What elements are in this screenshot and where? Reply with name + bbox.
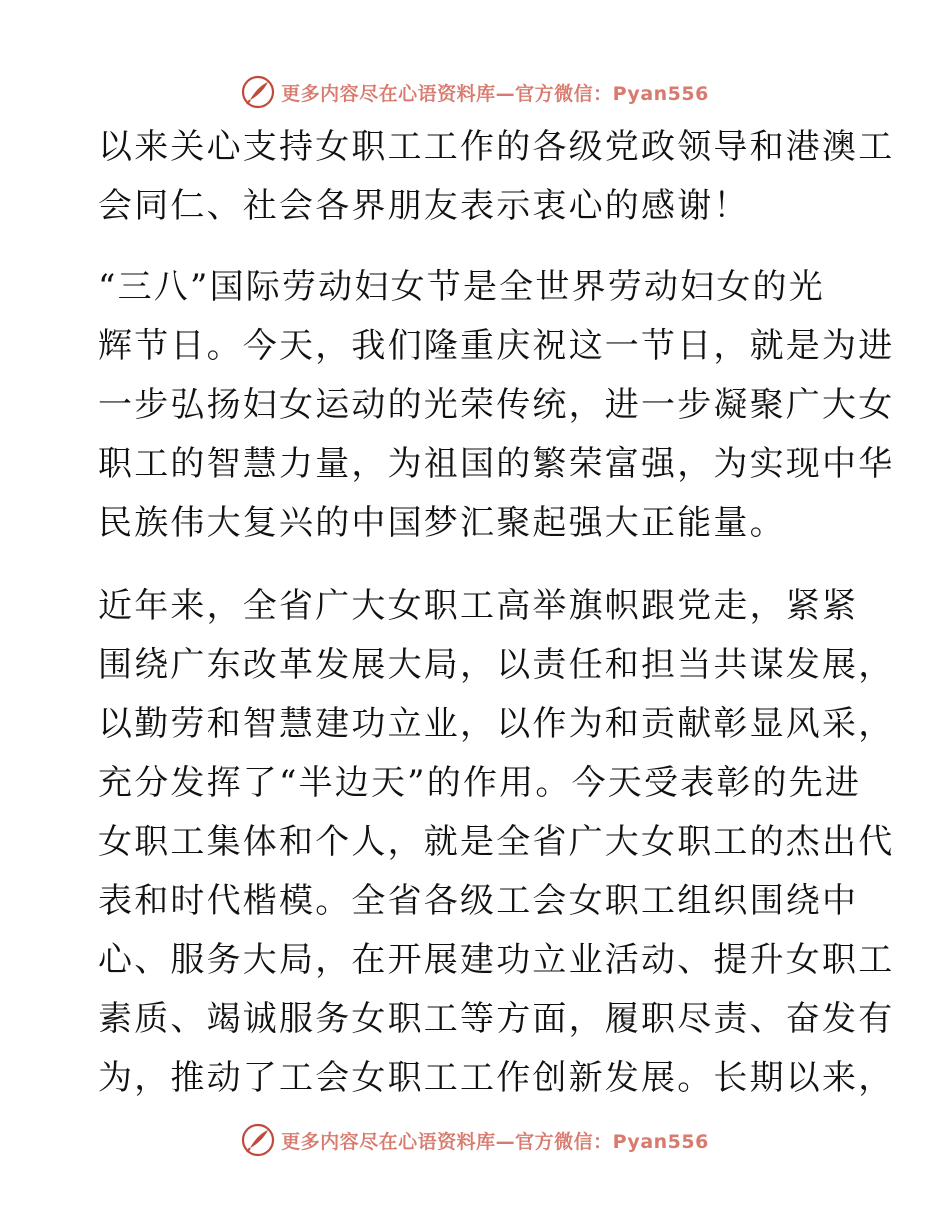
document-body	[98, 118, 895, 1108]
text-line: 心、服务大局，在开展建功立业活动、提升女职工	[98, 940, 895, 980]
text-line: “三八”国际劳动妇女节是全世界劳动妇女的光	[98, 267, 825, 307]
text-line: 充分发挥了“半边天”的作用。今天受表彰的先进	[98, 763, 862, 803]
paragraph-1	[98, 118, 895, 236]
watermark-text: 更多内容尽在心语资料库—官方微信：Pyan556	[281, 82, 709, 105]
feather-logo-icon	[241, 75, 275, 109]
feather-logo-icon	[241, 1123, 275, 1157]
text-line: 职工的智慧力量，为祖国的繁荣富强，为实现中华	[98, 444, 895, 484]
text-line: 为，推动了工会女职工工作创新发展。长期以来，	[98, 1058, 895, 1098]
text-line: 近年来，全省广大女职工高举旗帜跟党走，紧紧	[98, 586, 859, 626]
text-line: 辉节日。今天，我们隆重庆祝这一节日，就是为进	[98, 326, 895, 366]
text-line: 民族伟大复兴的中国梦汇聚起强大正能量。	[98, 503, 786, 543]
text-line: 以勤劳和智慧建功立业，以作为和贡献彰显风采，	[98, 704, 895, 744]
text-line: 一步弘扬妇女运动的光荣传统，进一步凝聚广大女	[98, 385, 895, 425]
text-line: 围绕广东改革发展大局，以责任和担当共谋发展，	[98, 645, 895, 685]
text-line: 女职工集体和个人，就是全省广大女职工的杰出代	[98, 822, 895, 862]
paragraph-2	[98, 258, 895, 553]
text-line: 会同仁、社会各界朋友表示衷心的感谢！	[98, 186, 750, 226]
text-line: 素质、竭诚服务女职工等方面，履职尽责、奋发有	[98, 999, 895, 1039]
footer-watermark	[0, 1120, 950, 1160]
header-watermark	[0, 72, 950, 112]
text-line: 表和时代楷模。全省各级工会女职工组织围绕中	[98, 881, 859, 921]
text-line: 以来关心支持女职工工作的各级党政领导和港澳工	[98, 127, 895, 167]
watermark-text: 更多内容尽在心语资料库—官方微信：Pyan556	[281, 1130, 709, 1153]
paragraph-3	[98, 577, 895, 1108]
